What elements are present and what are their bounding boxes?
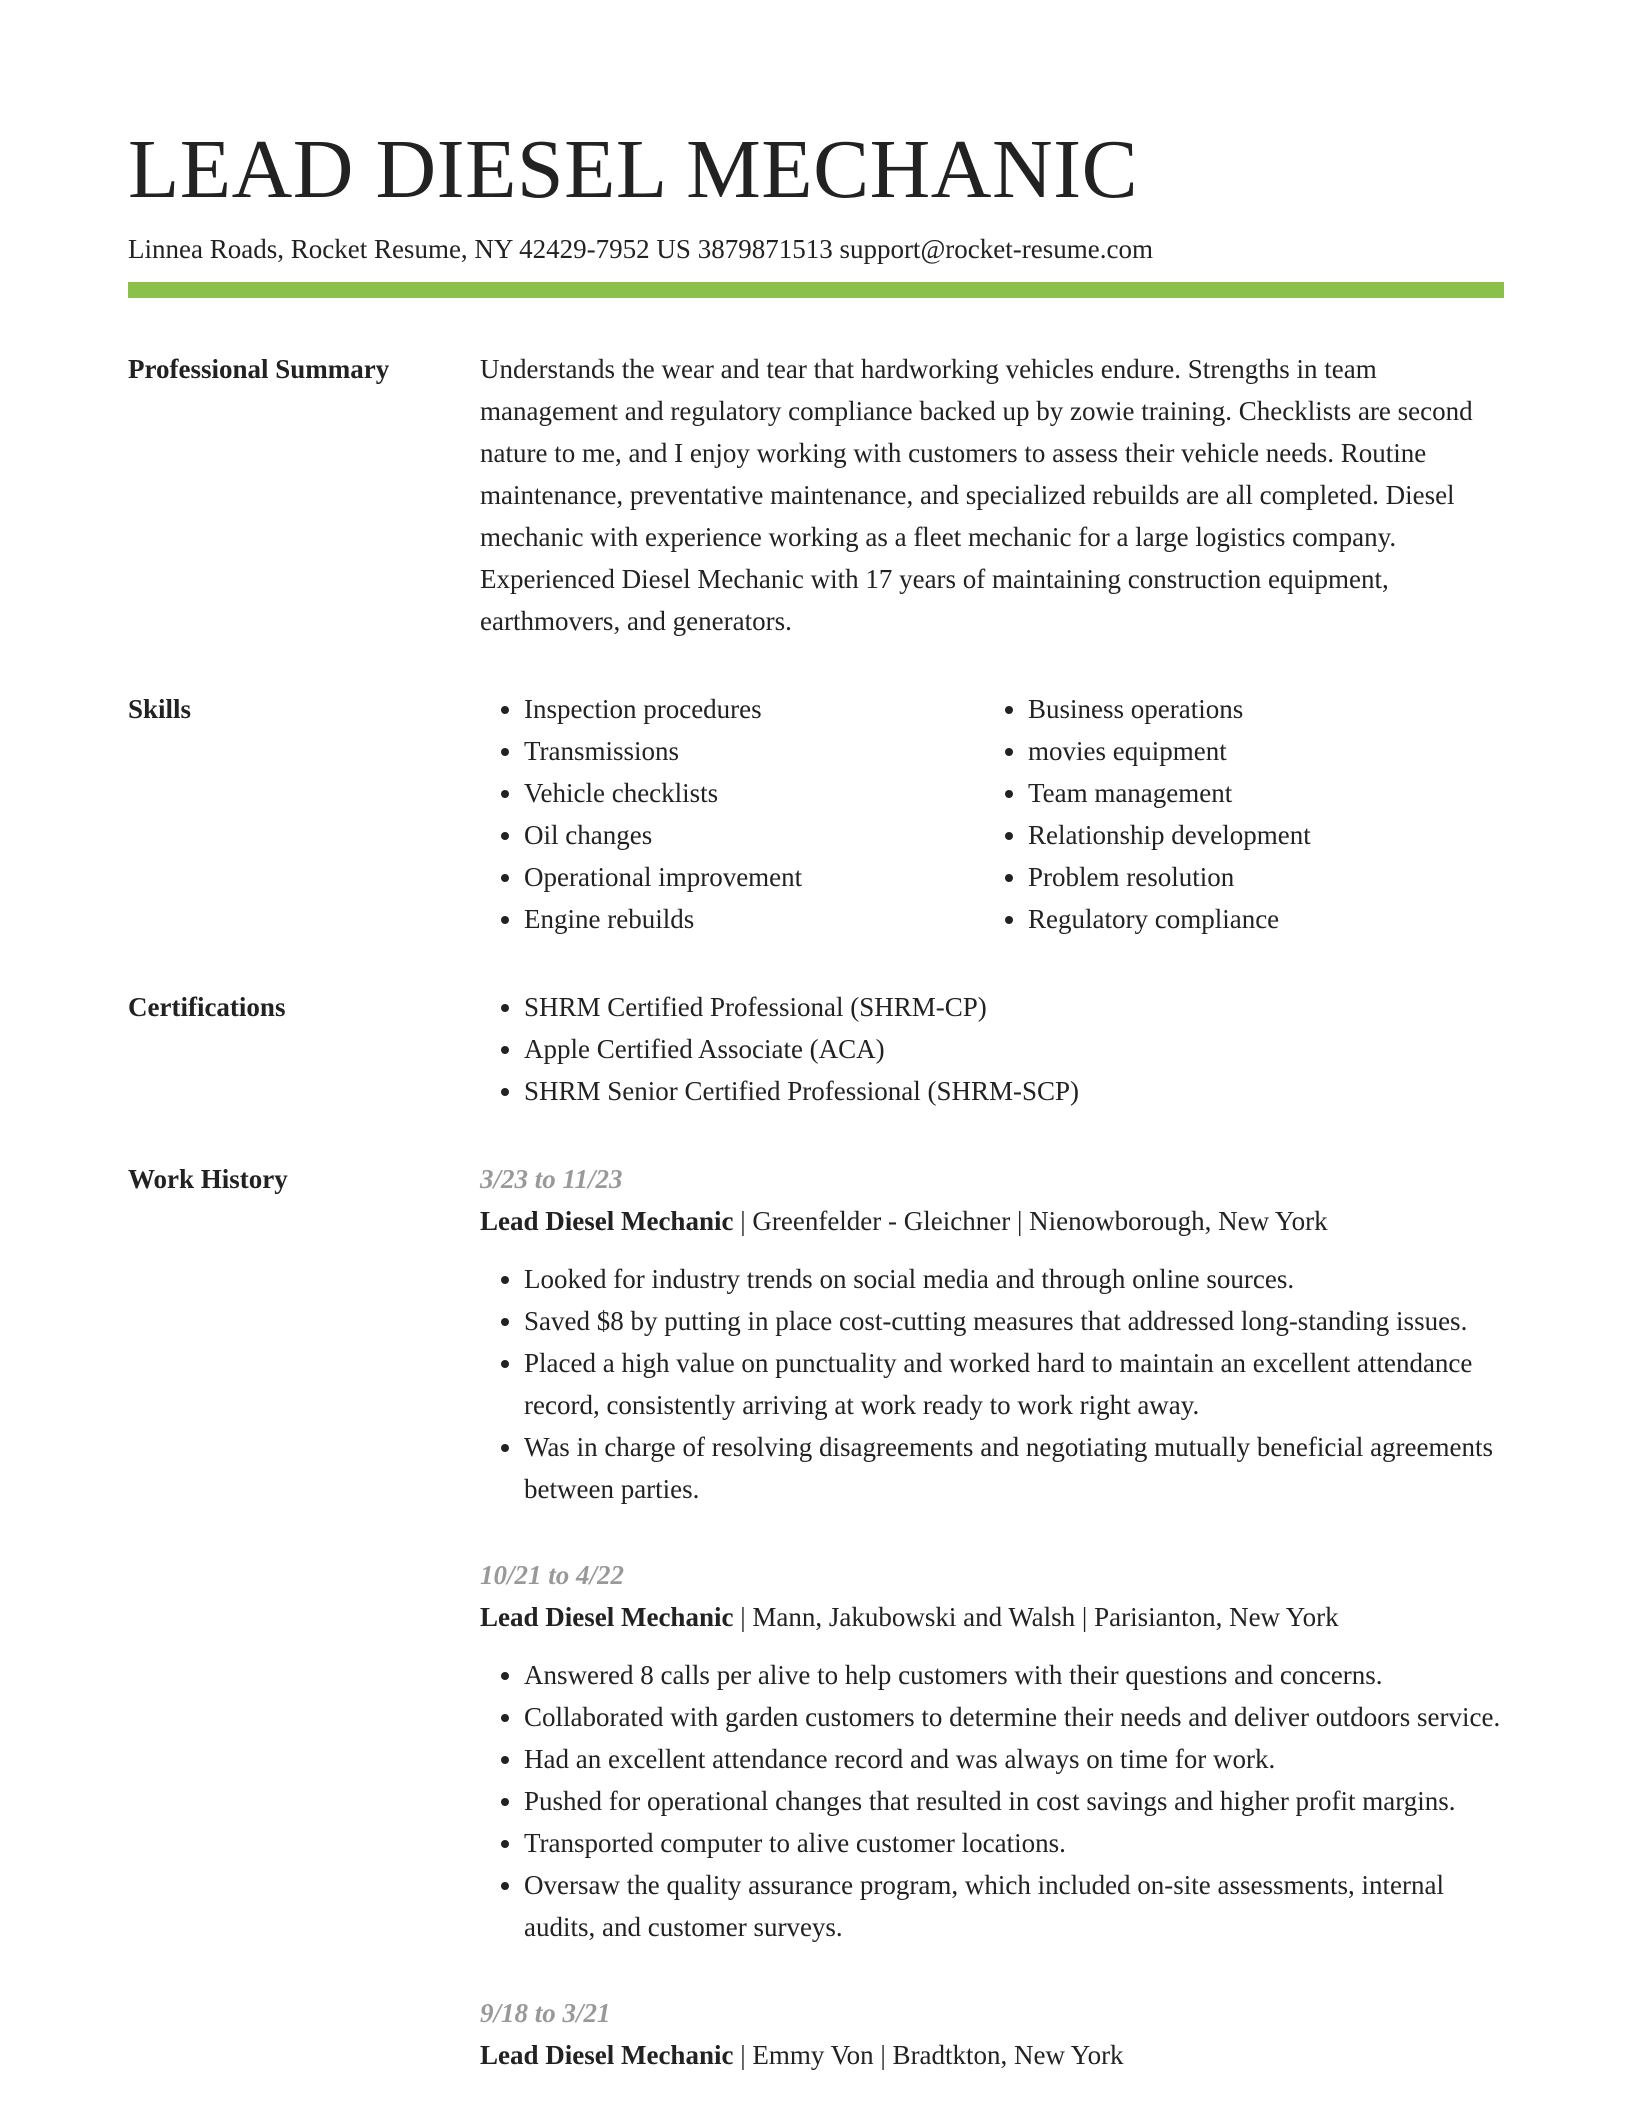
job-dates: 9/18 to 3/21	[480, 1998, 611, 2028]
job-heading	[480, 2034, 1504, 2076]
work-history-section	[128, 1158, 1504, 2076]
contact-line	[128, 232, 1504, 266]
job-title: Lead Diesel Mechanic	[480, 1206, 734, 1236]
address-text: Linnea Roads, Rocket Resume, NY 42429-7952 US	[128, 234, 691, 264]
job-entry	[480, 1992, 1504, 2076]
skill-item: • Engine rebuilds	[524, 898, 984, 940]
skill-item: • Problem resolution	[1028, 856, 1488, 898]
skill-item: • Vehicle checklists	[524, 772, 984, 814]
skills-section	[128, 688, 1504, 940]
accent-divider	[128, 282, 1504, 298]
skills-heading: Skills	[128, 694, 192, 724]
certification-item: • Apple Certified Associate (ACA)	[524, 1028, 1504, 1070]
job-bullet: • Answered 8 calls per alive to help customers with their questions and concerns.	[524, 1654, 1504, 1696]
email-text: support@rocket-resume.com	[839, 234, 1153, 264]
certifications-list	[480, 986, 1504, 1112]
skills-grid	[480, 688, 1504, 940]
job-dates: 10/21 to 4/22	[480, 1560, 625, 1590]
resume-page	[128, 120, 1504, 2076]
work-history-heading: Work History	[128, 1164, 288, 1194]
certifications-content	[480, 986, 1504, 1112]
job-details: | Greenfelder - Gleichner | Nienowborough, New York	[733, 1206, 1328, 1236]
certification-item: • SHRM Certified Professional (SHRM-CP)	[524, 986, 1504, 1028]
resume-name: LEAD DIESEL MECHANIC	[128, 123, 1139, 216]
job-bullet: • Pushed for operational changes that resulted in cost savings and higher profit margins.	[524, 1780, 1504, 1822]
skill-item: • Transmissions	[524, 730, 984, 772]
skill-item: • Oil changes	[524, 814, 984, 856]
job-title: Lead Diesel Mechanic	[480, 2040, 734, 2070]
job-bullets	[480, 1654, 1504, 1948]
job-title: Lead Diesel Mechanic	[480, 1602, 734, 1632]
summary-section	[128, 348, 1504, 642]
skill-item: • movies equipment	[1028, 730, 1488, 772]
certification-item: • SHRM Senior Certified Professional (SHRM-SCP)	[524, 1070, 1504, 1112]
skills-content	[480, 688, 1504, 940]
job-entry	[480, 1554, 1504, 1948]
job-entry	[480, 1158, 1504, 1510]
skill-item: • Relationship development	[1028, 814, 1488, 856]
skills-left-list	[480, 688, 984, 940]
summary-content	[480, 348, 1504, 642]
job-dates: 3/23 to 11/23	[480, 1164, 623, 1194]
skill-item: • Regulatory compliance	[1028, 898, 1488, 940]
job-details: | Mann, Jakubowski and Walsh | Parisianton, New York	[733, 1602, 1339, 1632]
skill-item: • Team management	[1028, 772, 1488, 814]
skill-item: • Inspection procedures	[524, 688, 984, 730]
job-bullets	[480, 1258, 1504, 1510]
certifications-heading: Certifications	[128, 992, 286, 1022]
job-bullet: • Collaborated with garden customers to determine their needs and deliver outdoors service.	[524, 1696, 1504, 1738]
skill-item: • Operational improvement	[524, 856, 984, 898]
phone-text: 3879871513	[697, 234, 833, 264]
job-bullet: • Had an excellent attendance record and was always on time for work.	[524, 1738, 1504, 1780]
job-heading	[480, 1596, 1504, 1638]
summary-text: Understands the wear and tear that hardworking vehicles endure. Strengths in team management and regulatory compliance backed up by zowie training. Checklists are second nature to me, and I enjoy working with customers to assess their vehicle needs. Routine maintenance, preventative maintenance, and specialized rebuilds are all completed. Diesel mechanic with experience working as a fleet mechanic for a large logistics company. Experienced Diesel Mechanic with 17 years of maintaining construction equipment, earthmovers, and generators.	[480, 354, 1473, 636]
job-details: | Emmy Von | Bradtkton, New York	[733, 2040, 1124, 2070]
job-bullet: • Was in charge of resolving disagreements and negotiating mutually beneficial agreements between parties.	[524, 1426, 1504, 1510]
job-bullet: • Oversaw the quality assurance program, which included on-site assessments, internal audits, and customer surveys.	[524, 1864, 1504, 1948]
job-bullet: • Looked for industry trends on social media and through online sources.	[524, 1258, 1504, 1300]
job-bullet: • Placed a high value on punctuality and worked hard to maintain an excellent attendance record, consistently arriving at work ready to work right away.	[524, 1342, 1504, 1426]
job-heading	[480, 1200, 1504, 1242]
certifications-section	[128, 986, 1504, 1112]
job-bullet: • Saved $8 by putting in place cost-cutting measures that addressed long-standing issues.	[524, 1300, 1504, 1342]
work-history-content	[480, 1158, 1504, 2076]
job-bullet: • Transported computer to alive customer locations.	[524, 1822, 1504, 1864]
skill-item: • Business operations	[1028, 688, 1488, 730]
summary-heading: Professional Summary	[128, 354, 390, 384]
skills-right-list	[984, 688, 1488, 940]
